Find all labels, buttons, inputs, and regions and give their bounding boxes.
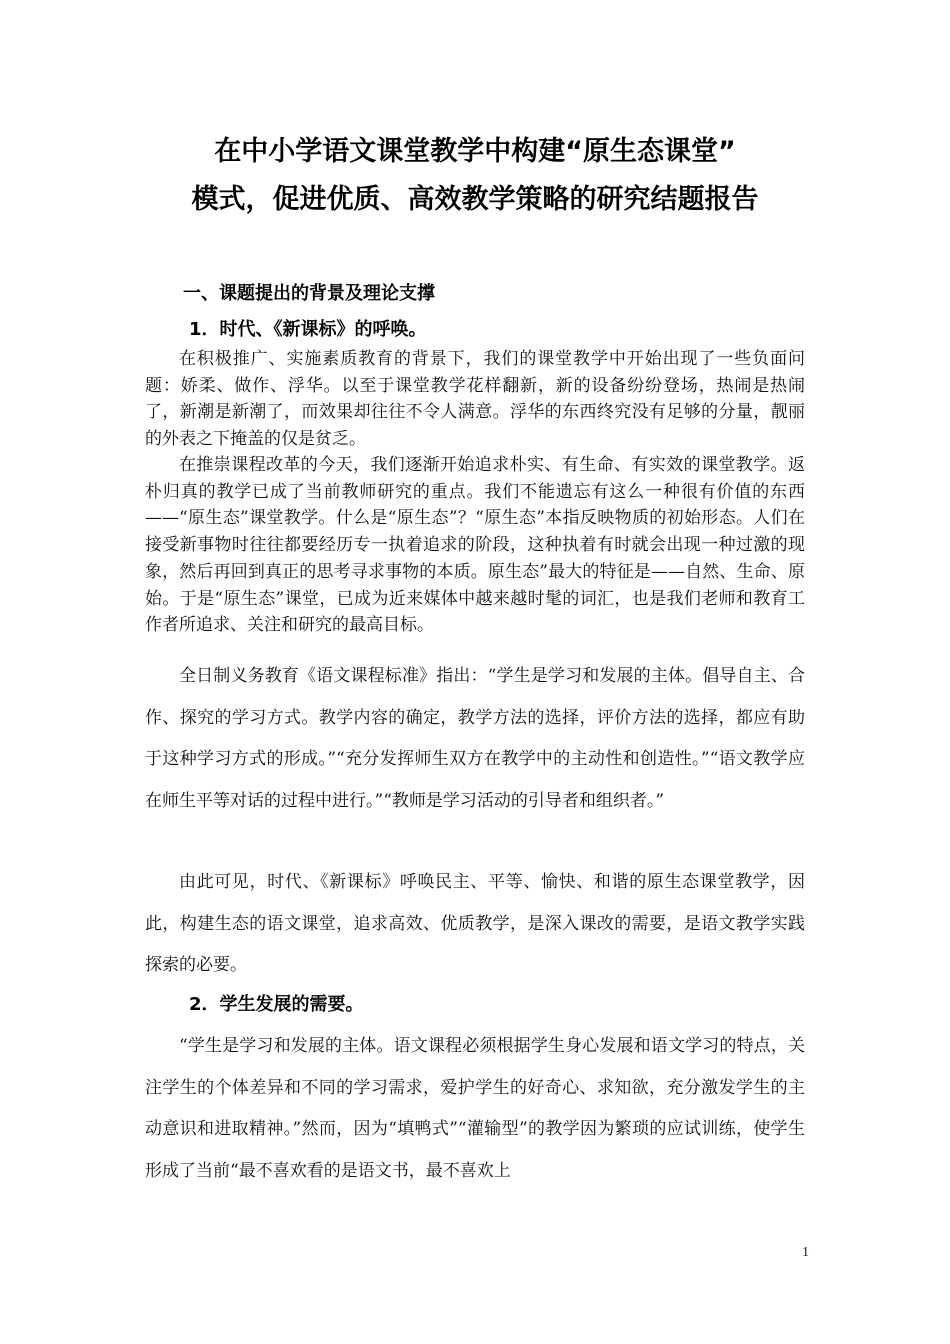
paragraph-original-ecology-definition: 在推崇课程改革的今天，我们逐渐开始追求朴实、有生命、有实效的课堂教学。返朴归真的教学已成了当前教师研究的重点。我们不能遗忘有这么一种很有价值的东西——“原生态”课堂教学。什么是“原生态”？“原生态”本指反映物质的初始形态。人们在接受新事物时往往都要经历专一执着追求的阶段，这种执着有时就会出现一种过激的现象，然后再回到真正的思考寻求事物的本质。原生态”最大的特征是——自然、生命、原始。于是“原生态”课堂，已成为近来媒体中越来越时髦的词汇，也是我们老师和教育工作者所追求、关注和研究的最高目标。 bbox=[145, 455, 805, 636]
paragraph-student-development: “学生是学习和发展的主体。语文课程必须根据学生身心发展和语文学习的特点，关注学生的个体差异和不同的学习需求，爱护学生的好奇心、求知欲，充分激发学生的主动意识和进取精神。”然而，因为“填鸭式”“灌输型”的教学因为繁琐的应试训练，使学生形成了当前“最不喜欢看的是语文书，最不喜欢上 bbox=[145, 1036, 805, 1181]
document-title-line1: 在中小学语文课堂教学中构建“原生态课堂” bbox=[214, 136, 736, 167]
document-title-line2: 模式，促进优质、高效教学策略的研究结题报告 bbox=[191, 184, 759, 215]
paragraph-curriculum-standard-quote: 全日制义务教育《语文课程标准》指出：“学生是学习和发展的主体。倡导自主、合作、探究的学习方式。教学内容的确定，教学方法的选择，评价方法的选择，都应有助于这种学习方式的形成。”“充分发挥师生双方在教学中的主动性和创造性。”“语文教学应在师生平等对话的过程中进行。”“教师是学习活动的引导者和组织者。” bbox=[145, 666, 805, 811]
paragraph-negative-issues: 在积极推广、实施素质教育的背景下，我们的课堂教学中开始出现了一些负面问题：娇柔、做作、浮华。以至于课堂教学花样翻新，新的设备纷纷登场，热闹是热闹了，新潮是新潮了，而效果却往往不令人满意。浮华的东西终究没有足够的分量，靓丽的外表之下掩盖的仅是贫乏。 bbox=[145, 349, 805, 450]
subsection-heading-era-call: 1．时代、《新课标》的呼唤。 bbox=[189, 319, 427, 340]
page-number: 1 bbox=[802, 1245, 809, 1260]
paragraph-conclusion: 由此可见，时代、《新课标》呼唤民主、平等、愉快、和谐的原生态课堂教学，因此，构建生态的语文课堂，追求高效、优质教学，是深入课改的需要，是语文教学实践探索的必要。 bbox=[145, 872, 805, 976]
subsection-heading-student-needs: 2．学生发展的需要。 bbox=[189, 994, 364, 1015]
section-heading-background: 一、课题提出的背景及理论支撑 bbox=[183, 283, 435, 304]
